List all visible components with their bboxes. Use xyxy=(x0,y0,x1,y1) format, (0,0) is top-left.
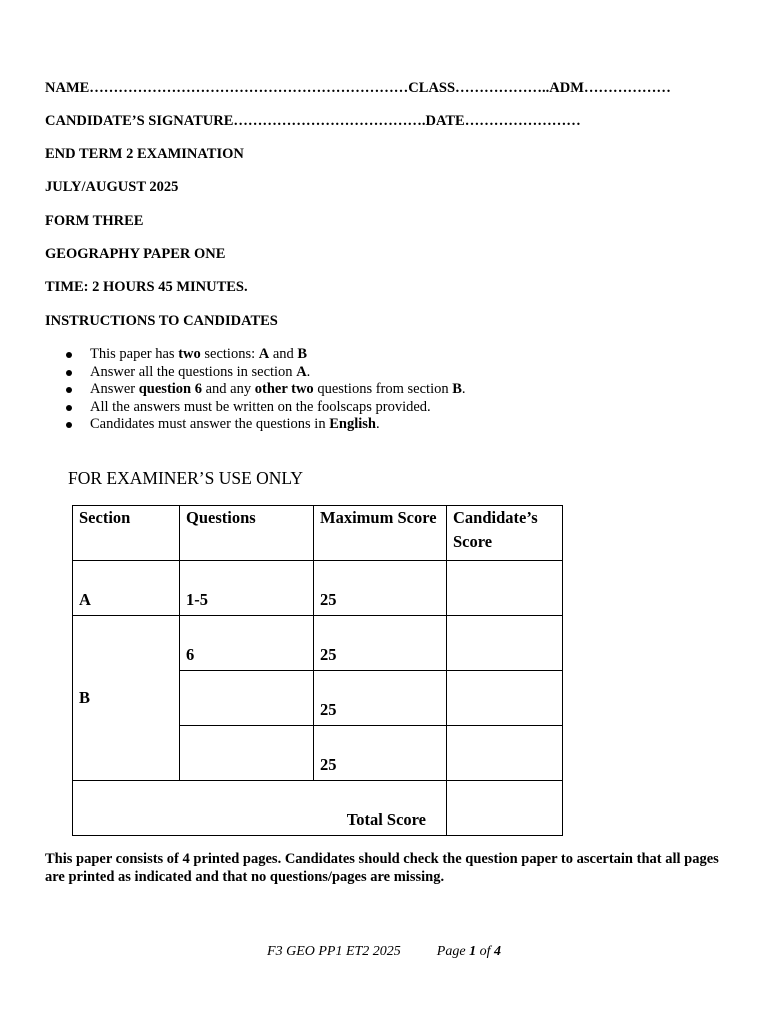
max-score-cell: 25 xyxy=(314,726,447,781)
paper-code: F3 GEO PP1 ET2 2025 xyxy=(267,944,401,959)
page-footer xyxy=(0,944,768,960)
examiner-use-heading: FOR EXAMINER’S USE ONLY xyxy=(68,468,303,488)
total-score-cell[interactable] xyxy=(447,781,563,836)
max-score-cell: 25 xyxy=(314,671,447,726)
page-label: Page xyxy=(436,944,470,959)
section-cell: B xyxy=(73,616,180,781)
total-row xyxy=(73,781,563,836)
instruction-item: Answer question 6 and any other two questions from section B. xyxy=(62,381,712,399)
instruction-item: Candidates must answer the questions in English. xyxy=(62,416,712,434)
max-score-cell: 25 xyxy=(314,616,447,671)
total-score-label: Total Score xyxy=(73,781,447,836)
instructions-heading: INSTRUCTIONS TO CANDIDATES xyxy=(45,313,278,329)
paper-title: GEOGRAPHY PAPER ONE xyxy=(45,246,226,262)
candidate-score-cell[interactable] xyxy=(447,726,563,781)
questions-cell[interactable] xyxy=(180,726,314,781)
instructions-list xyxy=(62,346,712,434)
bullet-icon xyxy=(66,370,72,376)
signature-date-line: CANDIDATE’S SIGNATURE………………………………….DATE…………………… xyxy=(45,113,581,129)
header-section: Section xyxy=(73,506,180,561)
of-label: of xyxy=(476,944,494,959)
score-table xyxy=(72,505,563,836)
questions-cell: 1-5 xyxy=(180,561,314,616)
page-total: 4 xyxy=(493,944,501,959)
page-number: 1 xyxy=(469,944,477,959)
score-table-header xyxy=(73,506,563,561)
candidate-score-cell[interactable] xyxy=(447,671,563,726)
header-questions: Questions xyxy=(180,506,314,561)
exam-title: END TERM 2 EXAMINATION xyxy=(45,146,244,162)
bullet-icon xyxy=(66,422,72,428)
bullet-icon xyxy=(66,387,72,393)
instruction-item: Answer all the questions in section A. xyxy=(62,364,712,382)
table-row xyxy=(73,616,563,671)
max-score-cell: 25 xyxy=(314,561,447,616)
time-allowed: TIME: 2 HOURS 45 MINUTES. xyxy=(45,279,248,295)
section-cell: A xyxy=(73,561,180,616)
table-row xyxy=(73,561,563,616)
instruction-item: All the answers must be written on the foolscaps provided. xyxy=(62,399,712,417)
instruction-item: This paper has two sections: A and B xyxy=(62,346,712,364)
bullet-icon xyxy=(66,352,72,358)
name-class-adm-line: NAME…………………………………………………………CLASS………………..ADM……………… xyxy=(45,80,671,96)
header-maximum-score: Maximum Score xyxy=(314,506,447,561)
candidate-score-cell[interactable] xyxy=(447,616,563,671)
exam-period: JULY/AUGUST 2025 xyxy=(45,179,179,195)
questions-cell: 6 xyxy=(180,616,314,671)
form-level: FORM THREE xyxy=(45,213,144,229)
bullet-icon xyxy=(66,405,72,411)
candidate-score-cell[interactable] xyxy=(447,561,563,616)
header-candidate-score: Candidate’s Score xyxy=(447,506,563,561)
pages-note: This paper consists of 4 printed pages. Candidates should check the question paper to ascertain that all pages are printed as indicated and that no questions/pages are missing. xyxy=(45,851,719,885)
questions-cell[interactable] xyxy=(180,671,314,726)
